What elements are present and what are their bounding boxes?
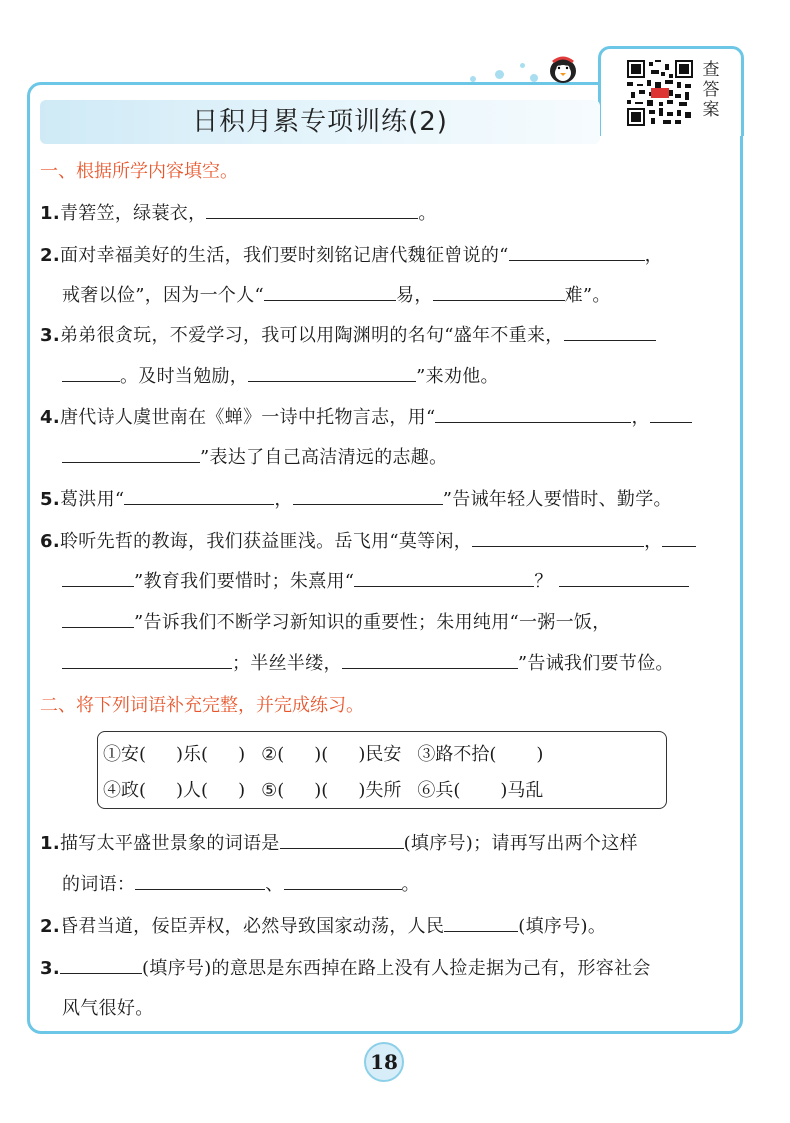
- answer-blank[interactable]: [284, 873, 402, 890]
- answer-blank[interactable]: [206, 202, 418, 219]
- answer-blank[interactable]: [444, 915, 518, 932]
- answer-blank[interactable]: [248, 365, 416, 382]
- answer-blank[interactable]: [62, 611, 134, 628]
- answer-blank[interactable]: [280, 832, 404, 849]
- s1-q6: 6.聆听先哲的教诲，我们获益匪浅。岳飞用“莫等闲， ，: [40, 527, 696, 553]
- answer-blank[interactable]: [342, 652, 518, 669]
- s1-q2: 2.面对幸福美好的生活，我们要时刻铭记唐代魏征曾说的“ ，: [40, 245, 663, 266]
- answer-blank[interactable]: [354, 570, 534, 587]
- section2-heading: 二、将下列词语补充完整，并完成练习。: [40, 695, 364, 716]
- answer-blank[interactable]: [509, 244, 645, 261]
- s1-q6-cont2: ”告诉我们不断学习新知识的重要性；朱用纯用“一粥一饭，: [62, 608, 611, 634]
- answer-blank[interactable]: [62, 446, 200, 463]
- answer-blank[interactable]: [124, 488, 274, 505]
- s2-q1-cont: 的词语： 、 。: [62, 874, 420, 895]
- word-box-row1: ①安( )乐( ) ②( )( )民安 ③路不拾( ): [103, 744, 544, 765]
- page-title: 日积月累专项训练(2): [192, 107, 448, 137]
- answer-blank[interactable]: [435, 406, 631, 423]
- answer-blank[interactable]: [264, 284, 396, 301]
- qr-label: 查答案: [702, 60, 720, 120]
- section1-heading: 一、根据所学内容填空。: [40, 161, 238, 182]
- s1-q2-cont: 戒奢以俭”，因为一个人“ 易， 难”。: [62, 285, 611, 306]
- answer-blank[interactable]: [662, 530, 696, 547]
- s1-q6-cont3: ；半丝半缕， ”告诫我们要节俭。: [62, 649, 674, 675]
- answer-blank[interactable]: [433, 284, 565, 301]
- answer-blank[interactable]: [564, 324, 656, 341]
- answer-blank[interactable]: [62, 652, 232, 669]
- s1-q3: 3.弟弟很贪玩，不爱学习，我可以用陶渊明的名句“盛年不重来，: [40, 321, 656, 347]
- word-box-row2: ④政( )人( ) ⑤( )( )失所 ⑥兵( )马乱: [103, 780, 544, 801]
- answer-blank[interactable]: [62, 365, 120, 382]
- answer-blank[interactable]: [559, 570, 689, 587]
- qr-code-icon[interactable]: [627, 60, 693, 126]
- answer-blank[interactable]: [293, 488, 443, 505]
- s1-q5: 5.葛洪用“ ， ”告诫年轻人要惜时、勤学。: [40, 489, 672, 510]
- answer-blank[interactable]: [135, 873, 265, 890]
- s2-q3-cont: 风气很好。: [62, 998, 154, 1019]
- s1-q4: 4.唐代诗人虞世南在《蝉》一诗中托物言志，用“ ，: [40, 403, 692, 429]
- s1-q4-cont: ”表达了自己高洁清远的志趣。: [62, 443, 447, 469]
- s1-q3-cont: 。及时当勉励， ”来劝他。: [62, 362, 499, 388]
- answer-blank[interactable]: [60, 957, 142, 974]
- s2-q3: 3. (填序号)的意思是东西掉在路上没有人捡走据为己有，形容社会: [40, 958, 651, 979]
- s1-q6-cont1: ”教育我们要惜时；朱熹用“ ？: [62, 567, 689, 593]
- answer-blank[interactable]: [472, 530, 644, 547]
- page-number: 18: [364, 1042, 404, 1082]
- penguin-mascot-icon: [548, 56, 578, 84]
- s2-q1: 1.描写太平盛世景象的词语是 (填序号)；请再写出两个这样: [40, 833, 638, 854]
- s1-q1: 1.青箬笠，绿蓑衣， 。: [40, 203, 437, 224]
- answer-blank[interactable]: [650, 406, 692, 423]
- answer-blank[interactable]: [62, 570, 134, 587]
- s2-q2: 2.昏君当道，佞臣弄权，必然导致国家动荡，人民 (填序号)。: [40, 916, 607, 937]
